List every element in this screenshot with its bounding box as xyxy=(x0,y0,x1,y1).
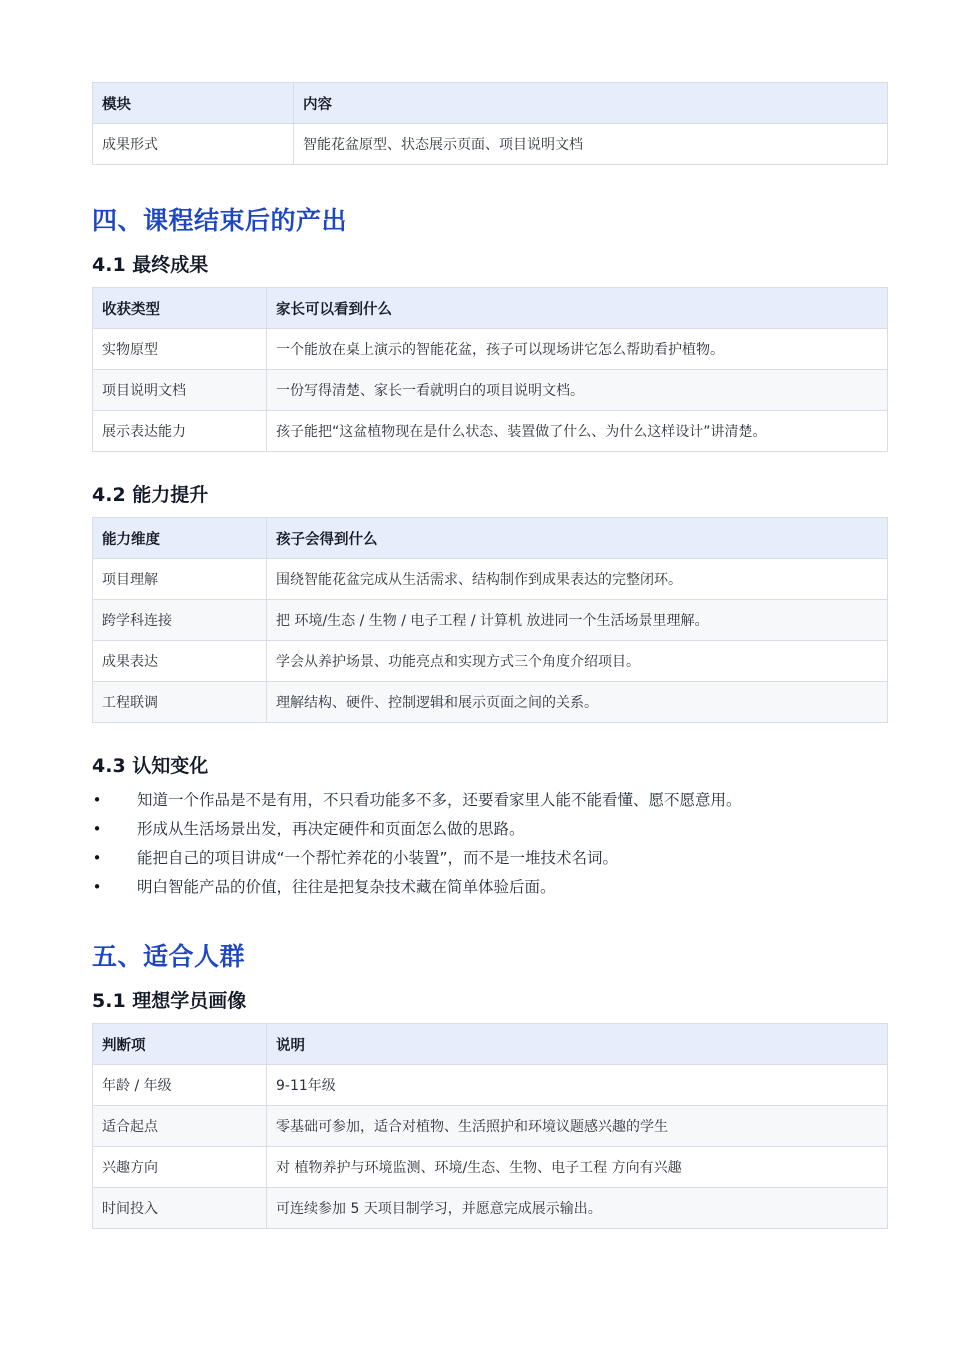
table-cell: 理解结构、硬件、控制逻辑和展示页面之间的关系。 xyxy=(267,682,888,723)
list-item-text: 明白智能产品的价值，往往是把复杂技术藏在简单体验后面。 xyxy=(137,878,556,896)
table-cell: 实物原型 xyxy=(93,329,267,370)
table-cell: 零基础可参加，适合对植物、生活照护和环境议题感兴趣的学生 xyxy=(267,1106,888,1147)
table-row xyxy=(93,1147,888,1188)
column-header: 说明 xyxy=(267,1024,888,1065)
table-row xyxy=(93,370,888,411)
table-cell: 展示表达能力 xyxy=(93,411,267,452)
list-item xyxy=(92,786,742,815)
table-cell: 跨学科连接 xyxy=(93,600,267,641)
table-row xyxy=(93,1188,888,1229)
table-cell: 适合起点 xyxy=(93,1106,267,1147)
table-cell: 可连续参加 5 天项目制学习，并愿意完成展示输出。 xyxy=(267,1188,888,1229)
table-row xyxy=(93,1065,888,1106)
table-cell: 一个能放在桌上演示的智能花盆，孩子可以现场讲它怎么帮助看护植物。 xyxy=(267,329,888,370)
column-header: 孩子会得到什么 xyxy=(267,518,888,559)
table-row xyxy=(93,329,888,370)
table-cell: 学会从养护场景、功能亮点和实现方式三个角度介绍项目。 xyxy=(267,641,888,682)
table-header-row xyxy=(93,288,888,329)
table-cell: 智能花盆原型、状态展示页面、项目说明文档 xyxy=(294,124,888,165)
subsection-heading-4-1: 4.1 最终成果 xyxy=(92,254,209,276)
table-cell: 项目说明文档 xyxy=(93,370,267,411)
table-cell: 把 环境/生态 / 生物 / 电子工程 / 计算机 放进同一个生活场景里理解。 xyxy=(267,600,888,641)
subsection-heading-4-2: 4.2 能力提升 xyxy=(92,484,209,506)
list-item xyxy=(92,844,742,873)
table-cell: 孩子能把“这盆植物现在是什么状态、装置做了什么、为什么这样设计”讲清楚。 xyxy=(267,411,888,452)
table-ability-gains xyxy=(92,517,888,723)
table-row xyxy=(93,411,888,452)
table-cell: 兴趣方向 xyxy=(93,1147,267,1188)
column-header: 收获类型 xyxy=(93,288,267,329)
table-cell: 工程联调 xyxy=(93,682,267,723)
table-row xyxy=(93,641,888,682)
column-header: 模块 xyxy=(93,83,294,124)
table-cell: 年龄 / 年级 xyxy=(93,1065,267,1106)
table-cell: 9-11年级 xyxy=(267,1065,888,1106)
list-item-text: 能把自己的项目讲成“一个帮忙养花的小装置”，而不是一堆技术名词。 xyxy=(137,849,619,867)
bullet-icon: • xyxy=(92,878,102,896)
bullet-icon: • xyxy=(92,820,102,838)
table-ideal-student xyxy=(92,1023,888,1229)
list-item-text: 知道一个作品是不是有用，不只看功能多不多，还要看家里人能不能看懂、愿不愿意用。 xyxy=(137,791,742,809)
table-row xyxy=(93,559,888,600)
table-modules xyxy=(92,82,888,165)
table-cell: 一份写得清楚、家长一看就明白的项目说明文档。 xyxy=(267,370,888,411)
subsection-heading-4-3: 4.3 认知变化 xyxy=(92,755,209,777)
bullet-icon: • xyxy=(92,849,102,867)
table-row xyxy=(93,1106,888,1147)
table-row xyxy=(93,600,888,641)
table-cell: 成果形式 xyxy=(93,124,294,165)
list-item xyxy=(92,873,742,902)
table-cell: 对 植物养护与环境监测、环境/生态、生物、电子工程 方向有兴趣 xyxy=(267,1147,888,1188)
table-header-row xyxy=(93,1024,888,1065)
table-row xyxy=(93,124,888,165)
table-cell: 时间投入 xyxy=(93,1188,267,1229)
column-header: 判断项 xyxy=(93,1024,267,1065)
list-item-text: 形成从生活场景出发，再决定硬件和页面怎么做的思路。 xyxy=(137,820,525,838)
section-heading-4: 四、课程结束后的产出 xyxy=(92,206,348,235)
section-heading-5: 五、适合人群 xyxy=(92,942,246,971)
list-item xyxy=(92,815,742,844)
column-header: 能力维度 xyxy=(93,518,267,559)
table-cell: 围绕智能花盆完成从生活需求、结构制作到成果表达的完整闭环。 xyxy=(267,559,888,600)
column-header: 内容 xyxy=(294,83,888,124)
table-cell: 项目理解 xyxy=(93,559,267,600)
table-cell: 成果表达 xyxy=(93,641,267,682)
bullet-icon: • xyxy=(92,791,102,809)
table-row xyxy=(93,682,888,723)
table-header-row xyxy=(93,518,888,559)
table-header-row xyxy=(93,83,888,124)
cognitive-change-list xyxy=(92,786,742,902)
table-final-results xyxy=(92,287,888,452)
subsection-heading-5-1: 5.1 理想学员画像 xyxy=(92,990,247,1012)
column-header: 家长可以看到什么 xyxy=(267,288,888,329)
